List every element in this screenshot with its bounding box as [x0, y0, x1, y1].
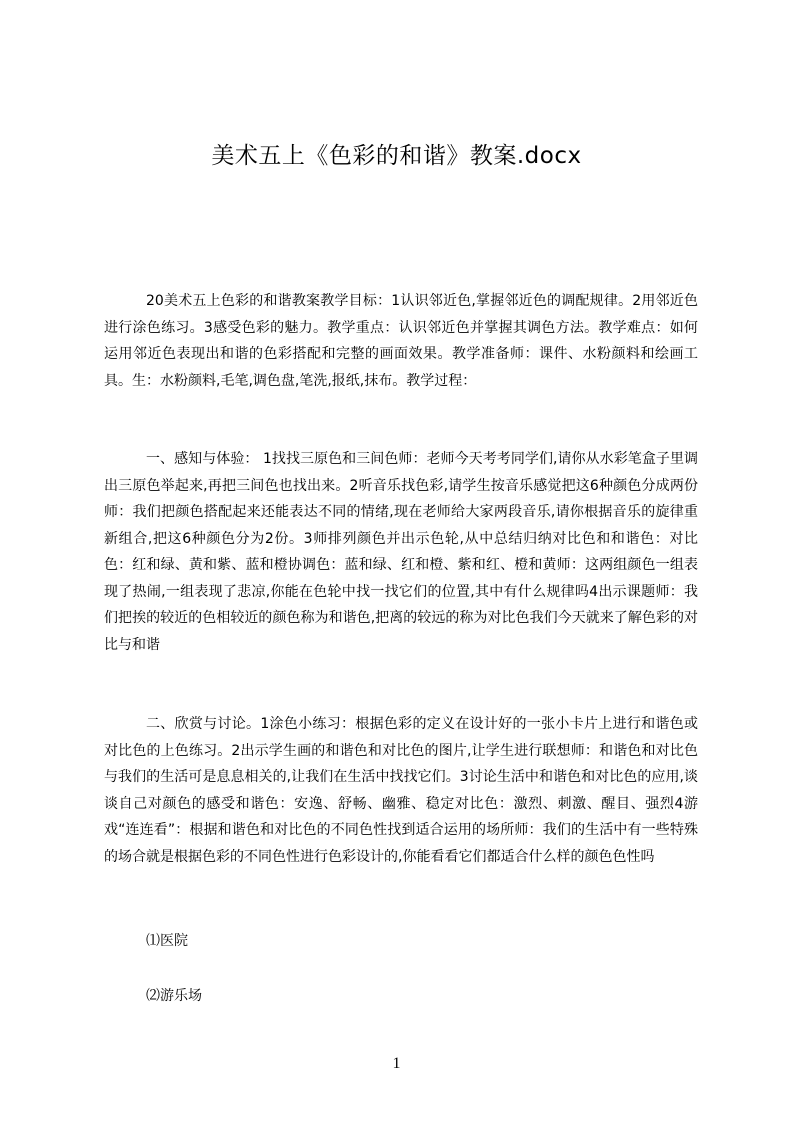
- paragraph-appreciation: [104, 711, 698, 870]
- list-item-text: ⑴医院: [146, 933, 188, 949]
- paragraph-text: 20美术五上色彩的和谐教案教学目标：1认识邻近色,掌握邻近色的调配规律。2用邻近色进行涂色练习。3感受色彩的魅力。教学重点：认识邻近色并掌握其调色方法。教学难点：如何运用邻近色表现出和谐的色彩搭配和完整的画面效果。教学准备师：课件、水粉颜料和绘画工具。生：水粉颜料,毛笔,调色盘,笔洗,报纸,抹布。教学过程：: [104, 293, 698, 389]
- list-item-hospital: [104, 928, 698, 955]
- list-item-text: ⑵游乐场: [146, 988, 202, 1004]
- page-number: 1: [392, 1055, 401, 1072]
- document-title: 美术五上《色彩的和谐》教案.docx: [211, 143, 582, 169]
- list-item-amusement-park: [104, 983, 698, 1010]
- paragraph-text: 二、欣赏与讨论。1涂色小练习：根据色彩的定义在设计好的一张小卡片上进行和谐色或对比色的上色练习。2出示学生画的和谐色和对比色的图片,让学生进行联想师：和谐色和对比色与我们的生活可是息息相关的,让我们在生活中找找它们。3讨论生活中和谐色和对比色的应用,谈谈自己对颜色的感受和谐色：安逸、舒畅、幽雅、稳定对比色：激烈、刺激、醒目、强烈4游戏“连连看”：根据和谐色和对比色的不同色性找到适合运用的场所师：我们的生活中有一些特殊的场合就是根据色彩的不同色性进行色彩设计的,你能看看它们都适合什么样的颜色色性吗: [104, 716, 698, 865]
- paragraph-text: 一、感知与体验： 1找找三原色和三间色师：老师今天考考同学们,请你从水彩笔盒子里调出三原色举起来,再把三间色也找出来。2听音乐找色彩,请学生按音乐感觉把这6种颜色分成两份师：我们把颜色搭配起来还能表达不同的情绪,现在老师给大家两段音乐,请你根据音乐的旋律重新组合,把这6种颜色分为2份。3师排列颜色并出示色轮,从中总结归纳对比色和和谐色：对比色：红和绿、黄和紫、蓝和橙协调色：蓝和绿、红和橙、紫和红、橙和黄师：这两组颜色一组表现了热闹,一组表现了悲凉,你能在色轮中找一找它们的位置,其中有什么规律吗4出示课题师：我们把挨的较近的色相较近的颜色称为和谐色,把离的较远的称为对比色我们今天就来了解色彩的对比与和谐: [104, 451, 698, 653]
- paragraph-perception: [104, 446, 698, 658]
- paragraph-objectives: [104, 288, 698, 394]
